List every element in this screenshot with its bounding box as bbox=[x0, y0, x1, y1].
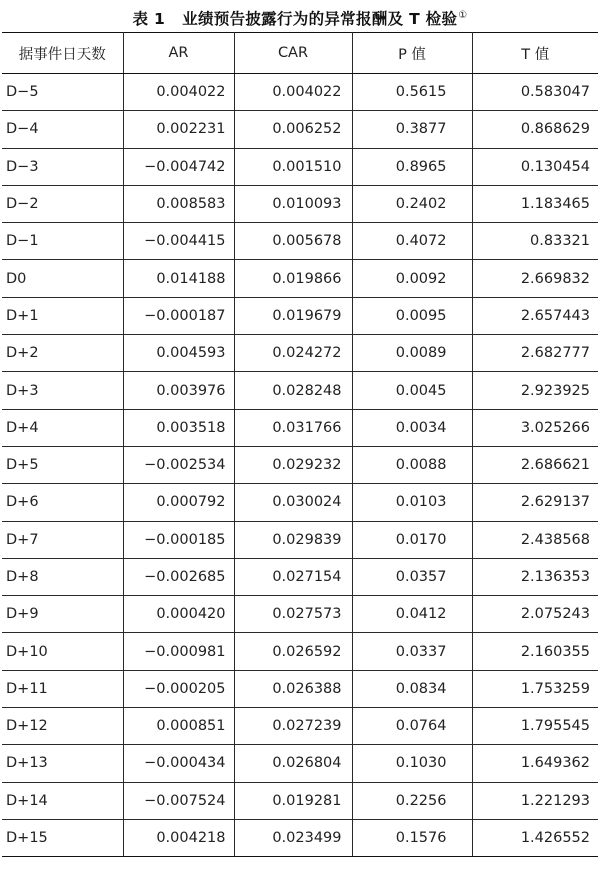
cell-event-day: D+15 bbox=[2, 819, 123, 856]
cell-event-day: D+10 bbox=[2, 633, 123, 670]
cell-car: 0.029839 bbox=[234, 521, 352, 558]
cell-car: 0.028248 bbox=[234, 372, 352, 409]
cell-t-value: 0.583047 bbox=[472, 74, 598, 111]
cell-p-value: 0.5615 bbox=[352, 74, 472, 111]
cell-event-day: D+11 bbox=[2, 670, 123, 707]
cell-event-day: D−5 bbox=[2, 74, 123, 111]
table-row bbox=[2, 782, 598, 819]
cell-p-value: 0.0103 bbox=[352, 484, 472, 521]
table-row bbox=[2, 409, 598, 446]
table-row bbox=[2, 148, 598, 185]
cell-p-value: 0.0834 bbox=[352, 670, 472, 707]
cell-p-value: 0.0045 bbox=[352, 372, 472, 409]
cell-t-value: 2.657443 bbox=[472, 297, 598, 334]
abnormal-return-table bbox=[2, 32, 598, 857]
cell-car: 0.006252 bbox=[234, 111, 352, 148]
table-row bbox=[2, 297, 598, 334]
cell-t-value: 2.629137 bbox=[472, 484, 598, 521]
cell-t-value: 2.669832 bbox=[472, 260, 598, 297]
cell-car: 0.027573 bbox=[234, 596, 352, 633]
table-title: 业绩预告披露行为的异常报酬及 T 检验 bbox=[182, 10, 458, 28]
table-row bbox=[2, 633, 598, 670]
cell-car: 0.030024 bbox=[234, 484, 352, 521]
cell-p-value: 0.1030 bbox=[352, 745, 472, 782]
cell-event-day: D−1 bbox=[2, 223, 123, 260]
cell-event-day: D−3 bbox=[2, 148, 123, 185]
cell-event-day: D+2 bbox=[2, 335, 123, 372]
cell-t-value: 0.83321 bbox=[472, 223, 598, 260]
cell-t-value: 1.426552 bbox=[472, 819, 598, 856]
cell-t-value: 2.438568 bbox=[472, 521, 598, 558]
table-number: 表 1 bbox=[132, 10, 166, 28]
cell-t-value: 0.130454 bbox=[472, 148, 598, 185]
cell-event-day: D−2 bbox=[2, 185, 123, 222]
cell-car: 0.031766 bbox=[234, 409, 352, 446]
header-car: CAR bbox=[234, 33, 352, 74]
cell-p-value: 0.8965 bbox=[352, 148, 472, 185]
cell-t-value: 1.649362 bbox=[472, 745, 598, 782]
cell-ar: −0.004415 bbox=[123, 223, 234, 260]
cell-car: 0.027154 bbox=[234, 558, 352, 595]
cell-ar: 0.008583 bbox=[123, 185, 234, 222]
table-row bbox=[2, 521, 598, 558]
cell-p-value: 0.0170 bbox=[352, 521, 472, 558]
cell-ar: 0.003976 bbox=[123, 372, 234, 409]
cell-event-day: D+13 bbox=[2, 745, 123, 782]
header-t-value: T 值 bbox=[472, 33, 598, 74]
cell-t-value: 2.686621 bbox=[472, 446, 598, 483]
cell-t-value: 2.682777 bbox=[472, 335, 598, 372]
cell-p-value: 0.0412 bbox=[352, 596, 472, 633]
cell-ar: −0.002534 bbox=[123, 446, 234, 483]
cell-ar: −0.000205 bbox=[123, 670, 234, 707]
cell-ar: −0.000981 bbox=[123, 633, 234, 670]
cell-event-day: D0 bbox=[2, 260, 123, 297]
table-row bbox=[2, 335, 598, 372]
cell-t-value: 2.923925 bbox=[472, 372, 598, 409]
table-row bbox=[2, 223, 598, 260]
cell-event-day: D+8 bbox=[2, 558, 123, 595]
cell-p-value: 0.4072 bbox=[352, 223, 472, 260]
footnote-marker: ① bbox=[458, 10, 468, 21]
cell-ar: 0.014188 bbox=[123, 260, 234, 297]
table-row bbox=[2, 111, 598, 148]
cell-event-day: D+5 bbox=[2, 446, 123, 483]
cell-t-value: 2.075243 bbox=[472, 596, 598, 633]
cell-t-value: 2.136353 bbox=[472, 558, 598, 595]
table-row bbox=[2, 446, 598, 483]
cell-event-day: D+9 bbox=[2, 596, 123, 633]
table-body bbox=[2, 74, 598, 857]
cell-ar: 0.000792 bbox=[123, 484, 234, 521]
cell-ar: 0.004022 bbox=[123, 74, 234, 111]
cell-car: 0.026804 bbox=[234, 745, 352, 782]
cell-ar: −0.004742 bbox=[123, 148, 234, 185]
cell-car: 0.026592 bbox=[234, 633, 352, 670]
cell-car: 0.019281 bbox=[234, 782, 352, 819]
cell-car: 0.024272 bbox=[234, 335, 352, 372]
cell-p-value: 0.0095 bbox=[352, 297, 472, 334]
table-row bbox=[2, 819, 598, 856]
table-row bbox=[2, 596, 598, 633]
cell-p-value: 0.2256 bbox=[352, 782, 472, 819]
cell-p-value: 0.3877 bbox=[352, 111, 472, 148]
table-row bbox=[2, 558, 598, 595]
cell-event-day: D+12 bbox=[2, 708, 123, 745]
cell-t-value: 1.795545 bbox=[472, 708, 598, 745]
table-row bbox=[2, 185, 598, 222]
cell-ar: 0.003518 bbox=[123, 409, 234, 446]
cell-car: 0.027239 bbox=[234, 708, 352, 745]
cell-car: 0.001510 bbox=[234, 148, 352, 185]
cell-p-value: 0.0092 bbox=[352, 260, 472, 297]
table-row bbox=[2, 745, 598, 782]
cell-car: 0.019866 bbox=[234, 260, 352, 297]
cell-p-value: 0.0034 bbox=[352, 409, 472, 446]
table-caption bbox=[0, 0, 600, 32]
cell-p-value: 0.0357 bbox=[352, 558, 472, 595]
cell-p-value: 0.2402 bbox=[352, 185, 472, 222]
header-ar: AR bbox=[123, 33, 234, 74]
header-event-day: 据事件日天数 bbox=[2, 33, 123, 74]
cell-ar: −0.002685 bbox=[123, 558, 234, 595]
cell-t-value: 3.025266 bbox=[472, 409, 598, 446]
cell-car: 0.026388 bbox=[234, 670, 352, 707]
cell-t-value: 2.160355 bbox=[472, 633, 598, 670]
cell-ar: −0.000187 bbox=[123, 297, 234, 334]
cell-car: 0.004022 bbox=[234, 74, 352, 111]
table-row bbox=[2, 670, 598, 707]
cell-car: 0.023499 bbox=[234, 819, 352, 856]
cell-ar: −0.000434 bbox=[123, 745, 234, 782]
cell-ar: 0.004593 bbox=[123, 335, 234, 372]
cell-p-value: 0.0337 bbox=[352, 633, 472, 670]
cell-event-day: D+7 bbox=[2, 521, 123, 558]
header-p-value: P 值 bbox=[352, 33, 472, 74]
cell-event-day: D−4 bbox=[2, 111, 123, 148]
cell-car: 0.010093 bbox=[234, 185, 352, 222]
table-row bbox=[2, 484, 598, 521]
cell-car: 0.029232 bbox=[234, 446, 352, 483]
cell-event-day: D+3 bbox=[2, 372, 123, 409]
table-row bbox=[2, 372, 598, 409]
cell-t-value: 1.183465 bbox=[472, 185, 598, 222]
cell-ar: 0.002231 bbox=[123, 111, 234, 148]
cell-t-value: 1.753259 bbox=[472, 670, 598, 707]
cell-event-day: D+1 bbox=[2, 297, 123, 334]
cell-t-value: 1.221293 bbox=[472, 782, 598, 819]
table-row bbox=[2, 260, 598, 297]
cell-event-day: D+4 bbox=[2, 409, 123, 446]
cell-t-value: 0.868629 bbox=[472, 111, 598, 148]
cell-ar: 0.000420 bbox=[123, 596, 234, 633]
cell-event-day: D+6 bbox=[2, 484, 123, 521]
cell-ar: 0.000851 bbox=[123, 708, 234, 745]
cell-ar: −0.007524 bbox=[123, 782, 234, 819]
cell-p-value: 0.0089 bbox=[352, 335, 472, 372]
cell-ar: 0.004218 bbox=[123, 819, 234, 856]
table-row bbox=[2, 708, 598, 745]
cell-event-day: D+14 bbox=[2, 782, 123, 819]
table-row bbox=[2, 74, 598, 111]
cell-p-value: 0.0088 bbox=[352, 446, 472, 483]
table-header-row bbox=[2, 33, 598, 74]
cell-car: 0.005678 bbox=[234, 223, 352, 260]
cell-p-value: 0.1576 bbox=[352, 819, 472, 856]
cell-ar: −0.000185 bbox=[123, 521, 234, 558]
cell-car: 0.019679 bbox=[234, 297, 352, 334]
cell-p-value: 0.0764 bbox=[352, 708, 472, 745]
